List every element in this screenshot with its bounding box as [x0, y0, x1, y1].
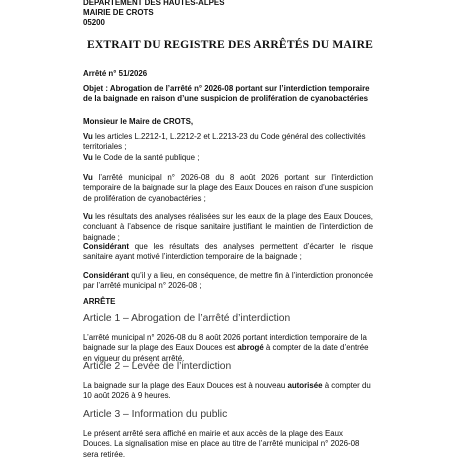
arrete-heading: ARRÊTE — [83, 297, 116, 306]
consideration-text: que les résultats des analyses permettent d’écarter le risque sanitaire ayant motivé l’interdiction temporaire de la baignade ; — [83, 242, 373, 262]
article-body — [83, 429, 373, 460]
consideration-keyword: Considérant — [83, 242, 130, 251]
objet-label: Objet : — [83, 84, 108, 93]
consideration-text: l’arrêté municipal n° 2026-08 du 8 août 2026 portant sur l’interdiction temporaire de la baignade sur la plage des Eaux Douces en raison d’une suspicion de prolifération de cyanobactéries ; — [83, 173, 373, 203]
article-text: L’arrêté municipal n° 2026-08 du 8 août 2026 portant interdiction temporaire de la baignade sur la plage des Eaux Douces est — [83, 333, 367, 353]
consideration-keyword: Vu — [83, 153, 93, 162]
article-body — [83, 333, 373, 364]
consideration-keyword: Vu — [83, 173, 93, 182]
consideration-paragraph — [83, 132, 373, 153]
consideration-paragraph — [83, 271, 373, 292]
article-text: à compter du 10 août 2026 à 9 heures. — [83, 381, 371, 401]
consideration-text: qu’il y a lieu, en conséquence, de mettre fin à l’interdiction prononcée par l’arrêté municipal n° 2026-08 ; — [83, 271, 373, 291]
article-heading: Article 1 – Abrogation de l’arrêté d’interdiction — [83, 313, 291, 324]
article-body — [83, 381, 373, 402]
objet-text: Abrogation de l’arrêté n° 2026-08 portant sur l’interdiction temporaire de la baignade en raison d’une suspicion de prolifération de cyanobactéries — [83, 84, 370, 104]
article-text: Le présent arrêté sera affiché en mairie et aux accès de la plage des Eaux Douces. La signalisation mise en place au titre de l’arrêté municipal n° 2026-08 sera retirée. — [83, 429, 360, 459]
arrete-number: Arrêté n° 51/2026 — [83, 69, 148, 78]
consideration-keyword: Vu — [83, 132, 93, 141]
consideration-paragraph — [83, 212, 373, 243]
consideration-text: les résultats des analyses réalisées sur les eaux de la plage des Eaux Douces, concluant à l’absence de risque sanitaire justifiant le maintien de l’interdiction de baignade ; — [83, 212, 373, 242]
document-title: EXTRAIT DU REGISTRE DES ARRÊTÉS DU MAIRE — [86, 38, 374, 51]
article-emphasis: autorisée — [287, 381, 323, 390]
article-heading: Article 2 – Levée de l’interdiction — [83, 361, 232, 372]
consideration-paragraph — [83, 173, 373, 204]
consideration-paragraph — [83, 153, 373, 163]
consideration-keyword: Considérant — [83, 271, 130, 280]
article-emphasis: abrogé — [237, 343, 264, 353]
consideration-text: le Code de la santé publique ; — [92, 153, 200, 162]
article-text: à compter de la date d’entrée en vigueur du présent arrêté. — [83, 343, 369, 363]
consideration-text: les articles L.2212-1, L.2212-2 et L.2213-23 du Code général des collectivités territoriales ; — [83, 132, 366, 152]
article-text: La baignade sur la plage des Eaux Douces est à nouveau — [83, 381, 288, 390]
header-mairie: MAIRIE DE CROTS — [83, 8, 154, 17]
article-heading: Article 3 – Information du public — [83, 409, 228, 420]
objet-paragraph — [83, 84, 373, 105]
consideration-keyword: Vu — [83, 212, 93, 221]
header-postcode: 05200 — [83, 18, 105, 27]
header-department: DEPARTEMENT DES HAUTES-ALPES — [83, 0, 225, 7]
mayor-intro: Monsieur le Maire de CROTS, — [83, 117, 194, 126]
consideration-paragraph — [83, 242, 373, 263]
